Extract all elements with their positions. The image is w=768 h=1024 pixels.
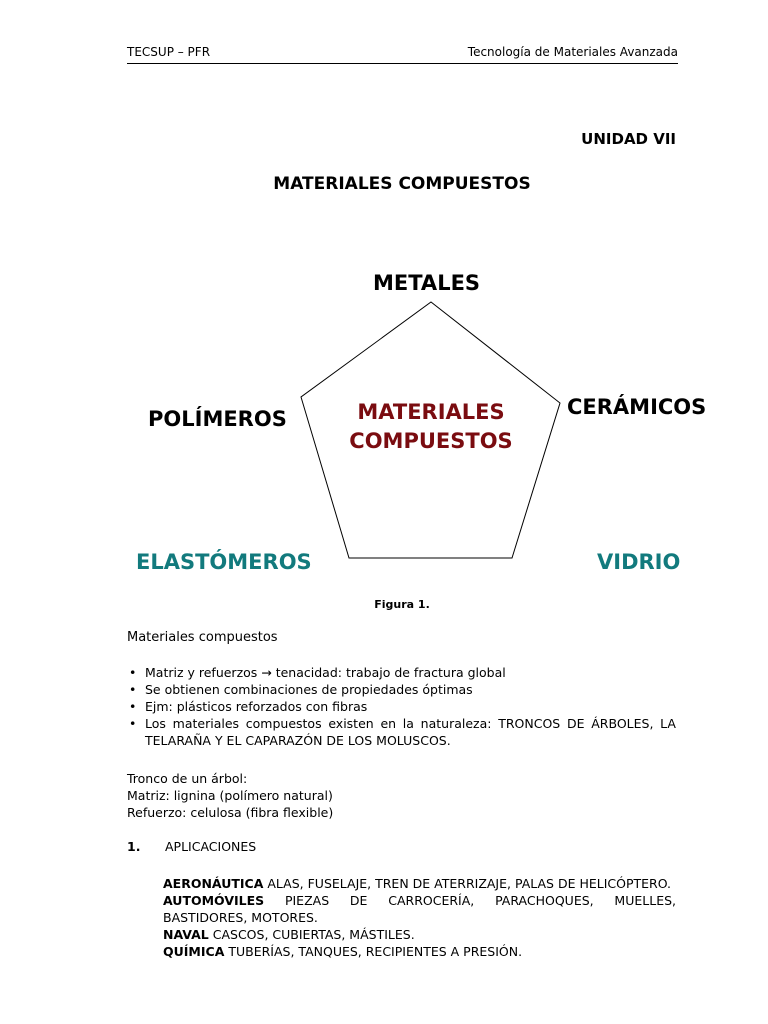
application-item bbox=[163, 926, 676, 943]
diagram-label-metales: METALES bbox=[373, 271, 481, 295]
applications-heading bbox=[127, 839, 256, 854]
header-right: Tecnología de Materiales Avanzada bbox=[467, 45, 678, 59]
header-left: TECSUP – PFR bbox=[127, 45, 211, 59]
application-text: CASCOS, CUBIERTAS, MÁSTILES. bbox=[208, 927, 415, 942]
unit-label: UNIDAD VII bbox=[581, 130, 676, 148]
section-heading: Materiales compuestos bbox=[127, 630, 278, 645]
bullet-item: • Matriz y refuerzos → tenacidad: trabajo de fractura global bbox=[127, 664, 676, 681]
application-item bbox=[163, 875, 676, 892]
diagram-label-polimeros: POLÍMEROS bbox=[148, 407, 287, 431]
diagram-center-line2: COMPUESTOS bbox=[349, 429, 513, 453]
tree-line: Tronco de un árbol: bbox=[127, 771, 248, 786]
tree-line: Matriz: lignina (polímero natural) bbox=[127, 788, 333, 803]
application-item bbox=[163, 943, 676, 960]
applications-number: 1. bbox=[127, 839, 141, 854]
applications-list bbox=[163, 875, 676, 960]
application-text: TUBERÍAS, TANQUES, RECIPIENTES A PRESIÓN. bbox=[224, 944, 523, 959]
diagram-label-elastomeros: ELASTÓMEROS bbox=[136, 550, 312, 574]
bullet-item: • Los materiales compuestos existen en la naturaleza: TRONCOS DE ÁRBOLES, LA TELARAÑA Y EL CAPARAZÓN DE LOS MOLUSCOS. bbox=[127, 715, 676, 749]
diagram-label-vidrio: VIDRIO bbox=[597, 550, 681, 574]
diagram-center-label bbox=[301, 398, 561, 456]
application-text: PIEZAS DE CARROCERÍA, PARACHOQUES, MUELLES, BASTIDORES, MOTORES. bbox=[163, 893, 676, 925]
application-label: AERONÁUTICA bbox=[163, 876, 264, 891]
tree-line: Refuerzo: celulosa (fibra flexible) bbox=[127, 805, 334, 820]
page-title: MATERIALES COMPUESTOS bbox=[273, 174, 531, 194]
diagram-center-line1: MATERIALES bbox=[357, 400, 505, 424]
bullet-list bbox=[127, 664, 676, 749]
application-label: AUTOMÓVILES bbox=[163, 893, 265, 908]
diagram-label-ceramicos: CERÁMICOS bbox=[567, 395, 707, 419]
bullet-item: • Ejm: plásticos reforzados con fibras bbox=[127, 698, 676, 715]
bullet-item: • Se obtienen combinaciones de propiedades óptimas bbox=[127, 681, 676, 698]
application-label: NAVAL bbox=[163, 927, 209, 942]
application-text: ALAS, FUSELAJE, TREN DE ATERRIZAJE, PALAS DE HELICÓPTERO. bbox=[263, 876, 672, 891]
application-label: QUÍMICA bbox=[163, 944, 225, 959]
applications-title: APLICACIONES bbox=[165, 839, 257, 854]
tree-paragraph bbox=[127, 770, 333, 821]
application-item bbox=[163, 892, 676, 926]
figure-caption: Figura 1. bbox=[374, 598, 430, 611]
